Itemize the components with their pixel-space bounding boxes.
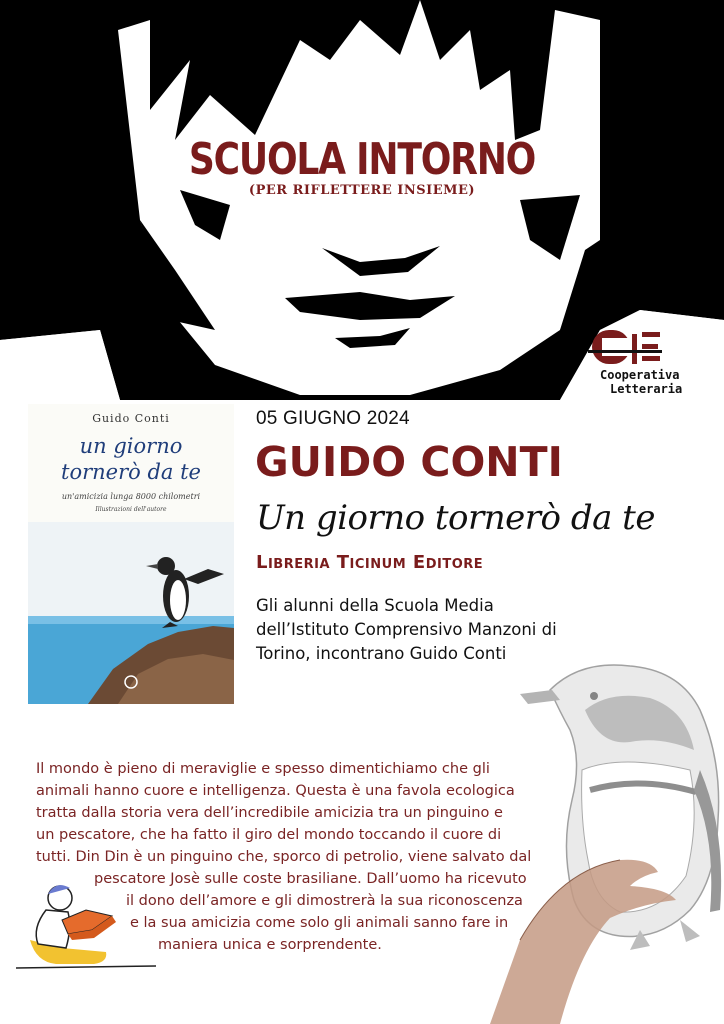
- description-line: tratta dalla storia vera dell’incredibile amicizia tra un pinguino e: [36, 805, 503, 821]
- headline: [0, 134, 724, 198]
- description-line: tutti. Din Din è un pinguino che, sporco di petrolio, viene salvato dal: [36, 849, 532, 865]
- intro-line: Torino, incontrano Guido Conti: [256, 644, 507, 663]
- intro-line: dell’Istituto Comprensivo Manzoni di: [256, 620, 557, 639]
- cover-title-line1: un giorno: [79, 434, 183, 458]
- cover-illustrations-credit: Illustrazioni dell'autore: [95, 506, 167, 513]
- description-line: il dono dell’amore e gli dimostrerà la sua riconoscenza: [126, 893, 523, 909]
- book-title: Un giorno tornerò da te: [256, 498, 655, 538]
- logo-line1: Cooperativa: [600, 368, 680, 382]
- logo-line2: Letteraria: [610, 382, 683, 396]
- publisher: Libreria Ticinum Editore: [256, 552, 484, 573]
- penguin-hand-illustration: [490, 650, 724, 1024]
- main-title: SCUOLA INTORNO: [188, 134, 536, 185]
- description-line: e la sua amicizia come solo gli animali sanno fare in: [130, 915, 509, 931]
- cover-tagline: un'amicizia lunga 8000 chilometri: [61, 492, 201, 501]
- main-subtitle: (PER RIFLETTERE INSIEME): [248, 183, 476, 198]
- logo-mark-icon: [588, 328, 708, 370]
- cover-author: Guido Conti: [92, 412, 170, 425]
- description-line: maniera unica e sorprendente.: [158, 937, 382, 953]
- cover-title-line2: tornerò da te: [61, 460, 201, 484]
- author-name: GUIDO CONTI: [255, 438, 563, 486]
- event-date: 05 GIUGNO 2024: [256, 408, 410, 429]
- description-line: pescatore Josè sulle coste brasiliane. Dall’uomo ha ricevuto: [94, 871, 527, 887]
- book-cover: [28, 404, 234, 704]
- description-line: Il mondo è pieno di meraviglie e spesso dimentichiamo che gli: [36, 761, 490, 777]
- cooperativa-letteraria-logo: [588, 328, 708, 398]
- description-line: un pescatore, che ha fatto il giro del mondo toccando il cuore di: [36, 827, 502, 843]
- intro-line: Gli alunni della Scuola Media: [256, 596, 494, 615]
- description-line: animali hanno cuore e intelligenza. Questa è una favola ecologica: [36, 783, 515, 799]
